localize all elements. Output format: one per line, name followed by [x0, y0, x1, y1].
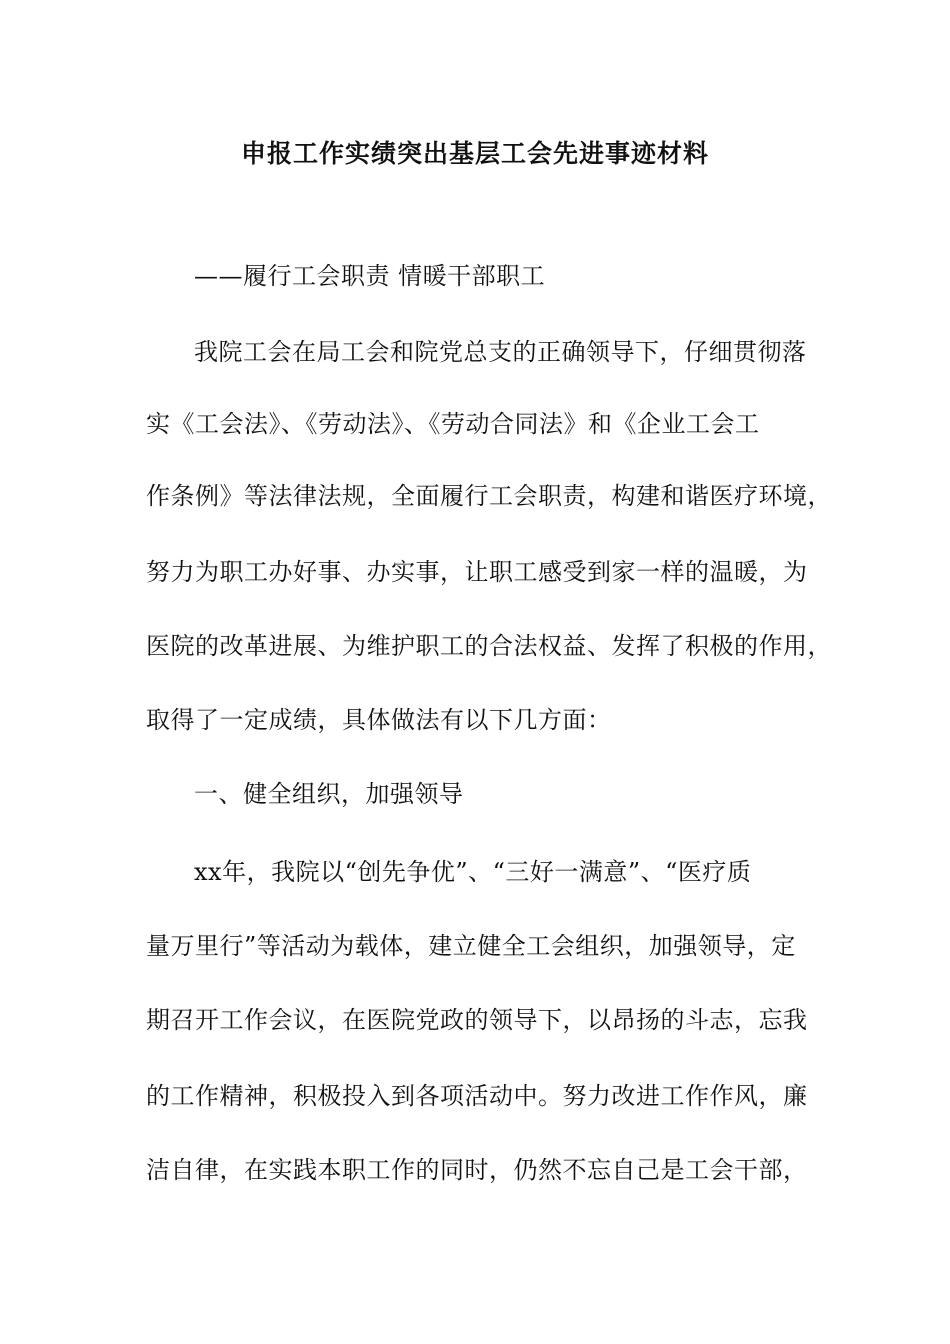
subtitle-line: ——履行工会职责 情暖干部职工	[194, 262, 546, 290]
section-heading: 一、健全组织，加强领导	[194, 780, 464, 808]
document-title: 申报工作实绩突出基层工会先进事迹材料	[240, 139, 709, 168]
paragraph-line: 取得了一定成绩，具体做法有以下几方面：	[146, 706, 612, 734]
paragraph-line: 努力为职工办好事、办实事，让职工感受到家一样的温暖，为	[146, 558, 808, 586]
paragraph-line: 量万里行”等活动为载体，建立健全工会组织，加强领导，定	[146, 932, 796, 960]
paragraph-line: 期召开工作会议，在医院党政的领导下，以昂扬的斗志，忘我	[146, 1006, 808, 1034]
paragraph-line: 的工作精神，积极投入到各项活动中。努力改进工作作风，廉	[146, 1082, 808, 1110]
paragraph-line: 作条例》等法律法规，全面履行工会职责，构建和谐医疗环境，	[146, 482, 832, 510]
paragraph-line: 洁自律，在实践本职工作的同时，仍然不忘自己是工会干部，	[146, 1156, 808, 1184]
paragraph-line: xx年，我院以“创先争优”、“三好一满意”、“医疗质	[194, 858, 752, 886]
paragraph-line: 实《工会法》、《劳动法》、《劳动合同法》和《企业工会工	[146, 410, 760, 438]
paragraph-line: 医院的改革进展、为维护职工的合法权益、发挥了积极的作用，	[146, 632, 832, 660]
paragraph-line: 我院工会在局工会和院党总支的正确领导下，仔细贯彻落	[194, 338, 807, 366]
